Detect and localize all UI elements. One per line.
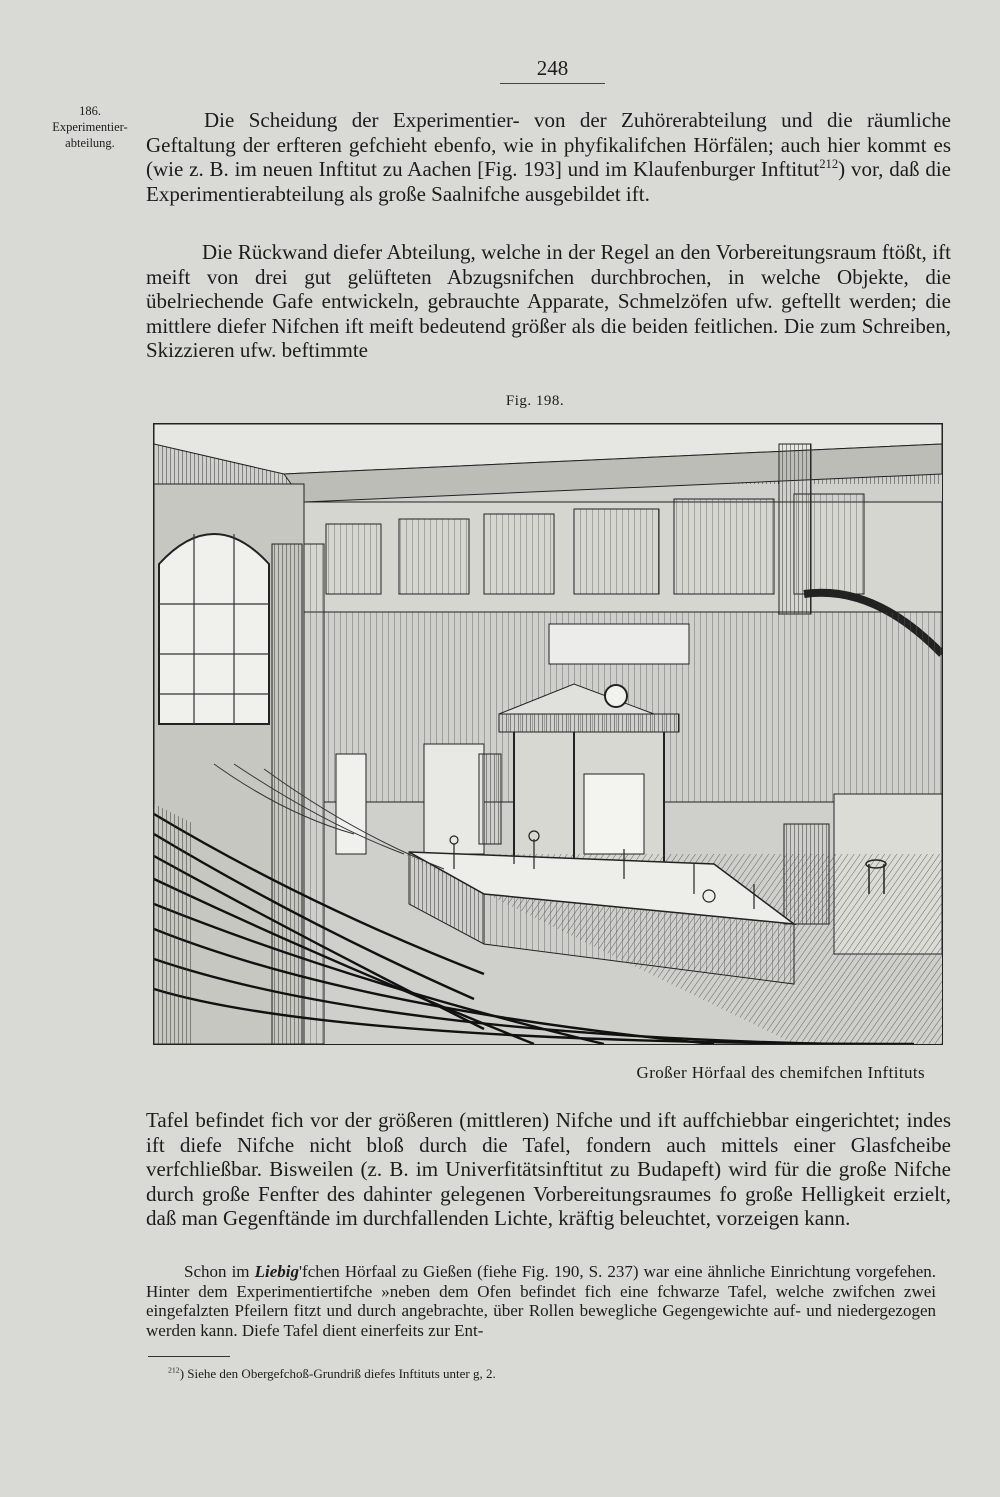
- footnote: [168, 1366, 868, 1382]
- paragraph-scheidung: [146, 108, 951, 206]
- footnote-rule: [148, 1356, 230, 1357]
- footnote-marker: 212: [168, 1365, 180, 1375]
- paragraph-tafel: Tafel befindet fich vor der größeren (mittleren) Nifche und ift auffchiebbar eingerichtet; indes ift diefe Nifche nicht bloß durch die Tafel, fondern auch mittels einer Glasfcheibe verfchließbar. Bisweilen (z. B. im Univerfitätsinftitut zu Budapeft) wird für die große Nifche durch große Fenfter des dahinter gelegenen Vorbereitungsraumes fo große Helligkeit erzielt, daß man Gegenftände im durchfallenden Lichte, kräftig beleuchtet, vorzeigen kann.: [146, 1108, 951, 1230]
- figure-lecture-hall-engraving: [153, 423, 943, 1045]
- paragraph-scheidung-end: ) vor, daß die Experimentierabteilung als große Saalnifche ausgebildet ift.: [146, 157, 952, 206]
- footnote-ref: 212: [819, 157, 839, 171]
- paragraph-liebig-rest: 'fchen Hörfaal zu Gießen (fiehe Fig. 190, S. 237) war eine ähnliche Einrichtung vorgefehen. Hinter dem Experimentiertifche »neben dem Ofen befindet fich eine fchwarze Tafel, welche zwifchen zwei eingefalzten Pfeilern fitzt und durch angebrachte, über Rollen bewegliche Gegengewichte auf- und niedergezogen werden kann. Diefe Tafel dient einerfeits zur Ent-: [146, 1262, 936, 1340]
- page-number: 248: [500, 56, 605, 84]
- margin-note: [40, 103, 140, 151]
- margin-note-number: 186.: [79, 104, 101, 118]
- paragraph-liebig-start: Schon im: [184, 1262, 255, 1281]
- footnote-text: ) Siehe den Obergefchoß-Grundriß diefes Inftituts unter g, 2.: [179, 1366, 496, 1381]
- paragraph-liebig: [146, 1262, 936, 1340]
- figure-caption: Großer Hörfaal des chemifchen Inftituts: [636, 1063, 925, 1082]
- paragraph-scheidung-text: Die Scheidung der Experimentier- von der Zuhörerabteilung und die räumliche Geftaltung der erfteren gefchieht ebenfo, wie in phyfikalifchen Hörfälen; auch hier kommt es (wie z. B. im neuen Inftitut zu Aachen [Fig. 193] und im Klaufenburger Inftitut: [146, 108, 951, 181]
- paragraph-rueckwand: Die Rückwand diefer Abteilung, welche in der Regel an den Vorbereitungsraum ftößt, ift meift von drei gut gelüfteten Abzugsnifchen durchbrochen, in welche Objekte, die übelriechende Gafe entwickeln, gebrauchte Apparate, Schmelzöfen ufw. geftellt werden; die mittlere diefer Nifchen ift meift bedeutend größer als die beiden feitlichen. Die zum Schreiben, Skizzieren ufw. beftimmte: [146, 240, 951, 362]
- figure-label: Fig. 198.: [505, 393, 565, 409]
- margin-note-title: Experimentier-abteilung.: [52, 120, 128, 150]
- name-liebig: Liebig: [254, 1262, 299, 1281]
